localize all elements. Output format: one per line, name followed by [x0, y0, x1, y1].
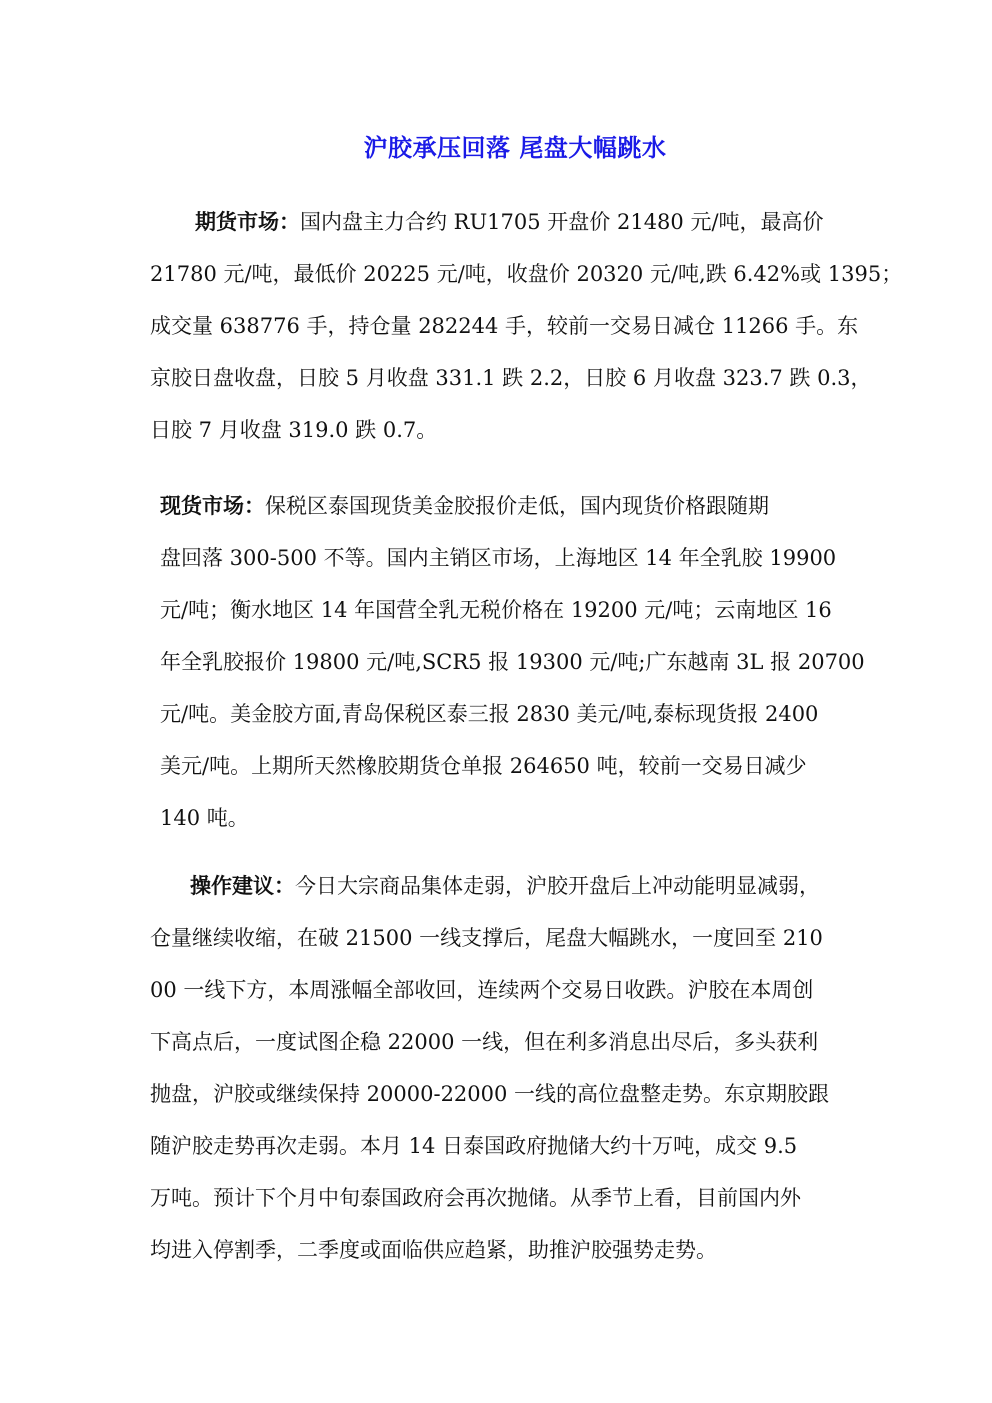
futures-line-3: 成交量 638776 手，持仓量 282244 手，较前一交易日减仓 11266 手。东 [150, 314, 859, 338]
futures-line-5: 日胶 7 月收盘 319.0 跌 0.7。 [150, 418, 438, 442]
page-title: 沪胶承压回落 尾盘大幅跳水 [363, 133, 667, 162]
spot-line-7: 140 吨。 [160, 806, 249, 830]
futures-line-2: 21780 元/吨，最低价 20225 元/吨，收盘价 20320 元/吨,跌 6.42%或 1395； [150, 262, 903, 286]
futures-market-paragraph [150, 196, 903, 456]
advice-line-7: 万吨。预计下个月中旬泰国政府会再次抛储。从季节上看，目前国内外 [150, 1186, 801, 1210]
advice-line-4: 下高点后，一度试图企稳 22000 一线，但在利多消息出尽后，多头获利 [150, 1030, 819, 1054]
trading-advice-paragraph [150, 860, 850, 1276]
advice-line-8: 均进入停割季，二季度或面临供应趋紧，助推沪胶强势走势。 [150, 1238, 717, 1262]
advice-line-6: 随沪胶走势再次走弱。本月 14 日泰国政府抛储大约十万吨，成交 9.5 [150, 1134, 798, 1158]
spot-line-6: 美元/吨。上期所天然橡胶期货仓单报 264650 吨，较前一交易日减少 [160, 754, 807, 778]
futures-line-4: 京胶日盘收盘，日胶 5 月收盘 331.1 跌 2.2，日胶 6 月收盘 323.7 跌 0.3， [150, 366, 872, 390]
advice-line-2: 仓量继续收缩，在破 21500 一线支撑后，尾盘大幅跳水，一度回至 210 [150, 926, 823, 950]
spot-text-1: 保税区泰国现货美金胶报价走低，国内现货价格跟随期 [265, 494, 769, 518]
spot-line-5: 元/吨。美金胶方面,青岛保税区泰三报 2830 美元/吨,泰标现货报 2400 [160, 702, 819, 726]
spot-line-1 [138, 480, 850, 532]
advice-text-1: 今日大宗商品集体走弱，沪胶开盘后上冲动能明显减弱， [295, 874, 820, 898]
spot-line-3: 元/吨；衡水地区 14 年国营全乳无税价格在 19200 元/吨；云南地区 16 [160, 598, 832, 622]
advice-line-3: 00 一线下方，本周涨幅全部收回，连续两个交易日收跌。沪胶在本周创 [150, 978, 814, 1002]
advice-line-1 [150, 860, 850, 912]
futures-line-1 [150, 196, 850, 248]
spot-line-4: 年全乳胶报价 19800 元/吨,SCR5 报 19300 元/吨;广东越南 3L 报 20700 [160, 650, 865, 674]
spot-line-2: 盘回落 300-500 不等。国内主销区市场，上海地区 14 年全乳胶 19900 [160, 546, 837, 570]
futures-label: 期货市场： [195, 209, 300, 234]
spot-market-paragraph [160, 480, 865, 844]
spot-label: 现货市场： [160, 493, 265, 518]
advice-label: 操作建议： [190, 873, 295, 898]
advice-line-5: 抛盘，沪胶或继续保持 20000-22000 一线的高位盘整走势。东京期胶跟 [150, 1082, 830, 1106]
futures-text-1: 国内盘主力合约 RU1705 开盘价 21480 元/吨，最高价 [300, 210, 824, 234]
